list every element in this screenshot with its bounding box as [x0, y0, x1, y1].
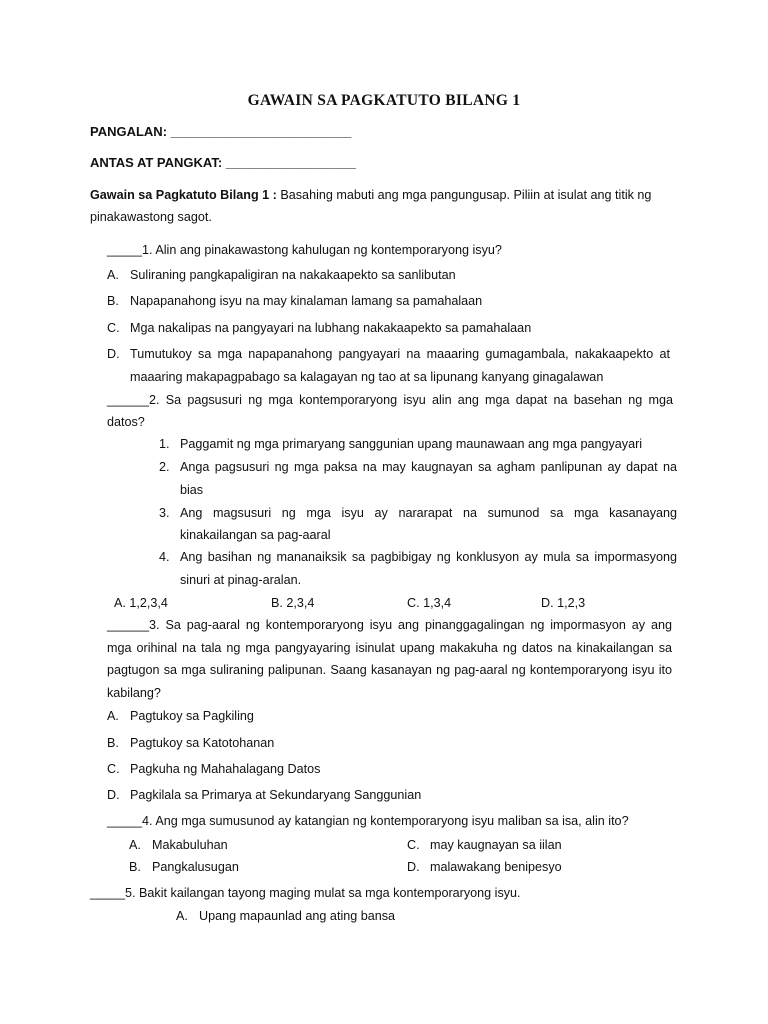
instructions-line-2: pinakawastong sagot. — [90, 210, 212, 224]
instructions-heading: Gawain sa Pagkatuto Bilang 1 : — [90, 188, 277, 202]
question-2-item-2-line-1: Anga pagsusuri ng mga paksa na may kaugnayan sa agham panlipunan ay dapat na — [180, 460, 677, 474]
question-1-option-d-line-1: Tumutukoy sa mga napapanahong pangyayari na maaaring gumagambala, nakakaapekto at — [130, 347, 670, 361]
question-2-item-4-line-1: Ang basihan ng mananaiksik sa pagbibigay ng konklusyon ay mula sa impormasyong — [180, 550, 677, 564]
grade-section-field-label: ANTAS AT PANGKAT: __________________ — [90, 155, 356, 170]
question-2-item-3-line-1: Ang magsusuri ng mga isyu ay nararapat na sumunod sa mga kasanayang — [180, 506, 677, 520]
question-2-item-4-number: 4. — [159, 550, 170, 564]
question-2-item-3-number: 3. — [159, 506, 170, 520]
instructions-text: Basahing mabuti ang mga pangungusap. Piliin at isulat ang titik ng — [276, 188, 652, 202]
question-1-option-b: B. Napapanahong isyu na may kinalaman lamang sa pamahalaan — [107, 294, 483, 308]
question-2-stem-line-1: ______2. Sa pagsusuri ng mga kontemporaryong isyu alin ang mga dapat na basehan ng mga — [107, 393, 673, 407]
question-1-stem: _____1. Alin ang pinakawastong kahulugan ng kontemporaryong isyu? — [107, 243, 502, 257]
question-3-stem-line-3: pagtugon sa mga suliraning palipunan. Saang kasanayan ng pag-aaral ng kontemporaryong isyu ito — [107, 663, 672, 677]
page-title: GAWAIN SA PAGKATUTO BILANG 1 — [247, 92, 521, 109]
question-2-stem-line-2: datos? — [107, 415, 145, 429]
name-field-label: PANGALAN: _________________________ — [90, 124, 352, 139]
question-3-stem-line-2: mga orihinal na tala ng mga pangyayaring isinulat upang makakuha ng datos na kinakailangan sa — [107, 641, 672, 655]
question-2-item-2-line-2: bias — [180, 483, 204, 497]
question-1-option-c: C. Mga nakalipas na pangyayari na lubhang nakakaapekto sa pamahalaan — [107, 321, 532, 335]
question-2-choice-b: B. 2,3,4 — [271, 596, 315, 610]
question-1-option-a: A. Suliraning pangkapaligiran na nakakaapekto sa sanlibutan — [107, 268, 456, 282]
question-4-stem: _____4. Ang mga sumusunod ay katangian ng kontemporaryong isyu maliban sa isa, alin ito? — [107, 814, 629, 828]
question-2-choice-c: C. 1,3,4 — [407, 596, 452, 610]
question-2-choice-d: D. 1,2,3 — [541, 596, 586, 610]
question-3-option-a: A. Pagtukoy sa Pagkiling — [107, 709, 254, 723]
question-3-stem-line-1: ______3. Sa pag-aaral ng kontemporaryong isyu ang pinanggagalingan ng impormasyon ay ang — [107, 618, 672, 632]
question-3-stem-line-4: kabilang? — [107, 686, 161, 700]
question-2-item-1: 1. Paggamit ng mga primaryang sanggunian upang maunawaan ang mga pangyayari — [159, 437, 643, 451]
question-3-option-c: C. Pagkuha ng Mahahalagang Datos — [107, 762, 321, 776]
question-4-choice-b: B. Pangkalusugan — [129, 860, 239, 874]
question-5-stem: _____5. Bakit kailangan tayong maging mulat sa mga kontemporaryong isyu. — [90, 886, 521, 900]
question-2-item-3-line-2: kinakailangan sa pag-aaral — [180, 528, 331, 542]
question-1-option-d-line-2: maaaring makapagpabago sa kalagayan ng tao at sa lipunang kanyang ginagalawan — [130, 370, 604, 384]
question-4-choice-d: D. malawakang benipesyo — [407, 860, 562, 874]
question-3-option-b: B. Pagtukoy sa Katotohanan — [107, 736, 275, 750]
question-3-option-d: D. Pagkilala sa Primarya at Sekundaryang Sanggunian — [107, 788, 422, 802]
question-4-choice-a: A. Makabuluhan — [129, 838, 228, 852]
question-2-choice-a: A. 1,2,3,4 — [114, 596, 168, 610]
question-2-item-2-number: 2. — [159, 460, 170, 474]
question-4-choice-c: C. may kaugnayan sa iilan — [407, 838, 562, 852]
question-5-option-a: A. Upang mapaunlad ang ating bansa — [176, 909, 396, 923]
question-1-option-d: D. — [107, 347, 120, 361]
question-2-item-4-line-2: sinuri at pinag-aralan. — [180, 573, 302, 587]
instructions-line-1 — [90, 188, 651, 202]
